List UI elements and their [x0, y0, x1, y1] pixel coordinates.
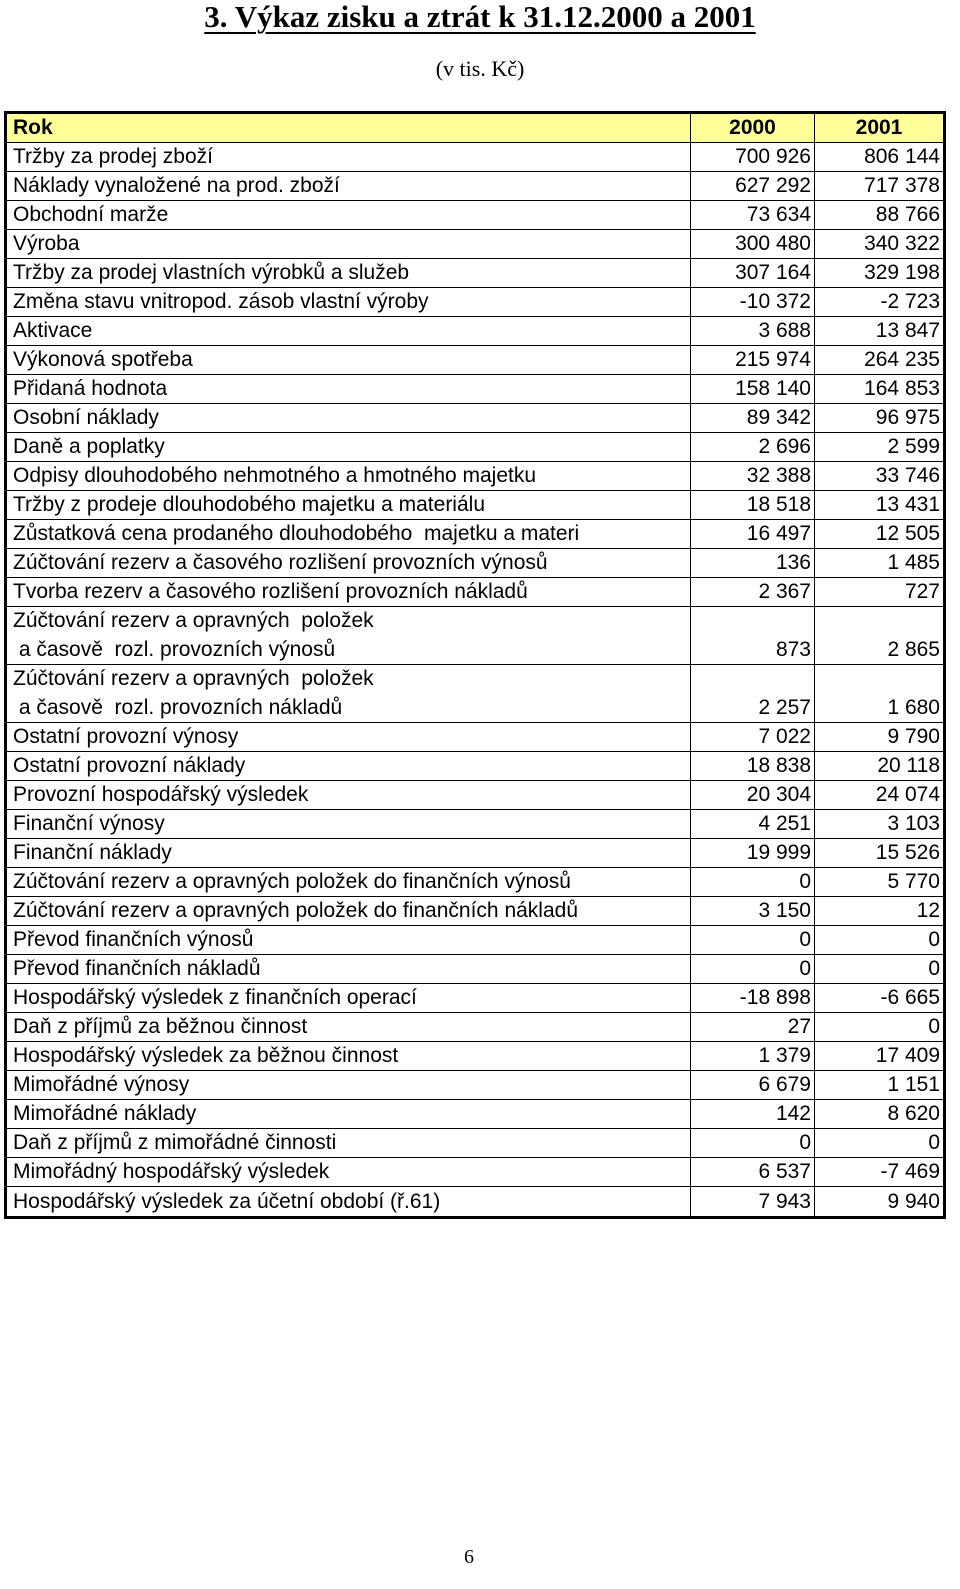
- row-label-line: Mimořádné výnosy: [13, 1073, 190, 1096]
- row-label: [7, 317, 690, 345]
- row-label: [7, 520, 690, 548]
- table-row: [7, 1129, 943, 1158]
- row-label-line: Tvorba rezerv a časového rozlišení provozních nákladů: [13, 580, 528, 603]
- row-label: [7, 868, 690, 896]
- value-2001: 15 526: [814, 839, 943, 867]
- value-2000: 142: [690, 1100, 814, 1128]
- value-2001: 1 485: [814, 549, 943, 577]
- table-row: [7, 317, 943, 346]
- value-2001: 13 431: [814, 491, 943, 519]
- table-row: [7, 926, 943, 955]
- table-row: [7, 781, 943, 810]
- value-2000: 73 634: [690, 201, 814, 229]
- value-2000: 0: [690, 926, 814, 954]
- row-label-line: Mimořádné náklady: [13, 1102, 197, 1125]
- value-2001: 96 975: [814, 404, 943, 432]
- value-2001: 1 680: [814, 665, 943, 722]
- value-2000: 16 497: [690, 520, 814, 548]
- row-label-line: Daň z příjmů za běžnou činnost: [13, 1015, 308, 1038]
- table-row: [7, 1187, 943, 1216]
- row-label: [7, 810, 690, 838]
- value-2001: 340 322: [814, 230, 943, 258]
- row-label: [7, 462, 690, 490]
- value-2001: 24 074: [814, 781, 943, 809]
- row-label: [7, 201, 690, 229]
- row-label-line: Výroba: [13, 232, 80, 255]
- value-2001: 0: [814, 1129, 943, 1157]
- table-row: [7, 288, 943, 317]
- row-label: [7, 172, 690, 200]
- row-label: [7, 230, 690, 258]
- row-label-line: Zúčtování rezerv a opravných položek: [13, 667, 374, 690]
- table-row: [7, 984, 943, 1013]
- row-label: [7, 897, 690, 925]
- value-2001: 33 746: [814, 462, 943, 490]
- row-label-line: Obchodní marže: [13, 203, 169, 226]
- row-label-line: Tržby za prodej vlastních výrobků a služeb: [13, 261, 410, 284]
- table-row: [7, 172, 943, 201]
- value-2000: 158 140: [690, 375, 814, 403]
- value-2001: 13 847: [814, 317, 943, 345]
- value-2000: -18 898: [690, 984, 814, 1012]
- value-2001: 717 378: [814, 172, 943, 200]
- table-row: [7, 462, 943, 491]
- row-label: [7, 1042, 690, 1070]
- row-label-line: Hospodářský výsledek za účetní období (ř.61): [13, 1190, 441, 1213]
- table-row: [7, 404, 943, 433]
- table-row: [7, 607, 943, 665]
- table-row: [7, 723, 943, 752]
- page-title: [0, 0, 960, 34]
- value-2000: 6 537: [690, 1158, 814, 1186]
- row-label: [7, 955, 690, 983]
- row-label: [7, 1129, 690, 1157]
- value-2001: 12: [814, 897, 943, 925]
- value-2001: 20 118: [814, 752, 943, 780]
- row-label: [7, 375, 690, 403]
- row-label-line: Finanční náklady: [13, 841, 172, 864]
- value-2001: 2 599: [814, 433, 943, 461]
- table-row: [7, 1071, 943, 1100]
- value-2000: 627 292: [690, 172, 814, 200]
- row-label-line: Hospodářský výsledek za běžnou činnost: [13, 1044, 399, 1067]
- header-label: Rok: [13, 116, 53, 139]
- row-label: [7, 404, 690, 432]
- row-label: [7, 288, 690, 316]
- table-row: [7, 1013, 943, 1042]
- table-row: [7, 578, 943, 607]
- row-label-line: a časově rozl. provozních nákladů: [13, 696, 343, 719]
- value-2000: 700 926: [690, 143, 814, 171]
- row-label: [7, 433, 690, 461]
- value-2001: 12 505: [814, 520, 943, 548]
- value-2000: 0: [690, 955, 814, 983]
- row-label-line: Zúčtování rezerv a opravných položek do finančních nákladů: [13, 899, 579, 922]
- value-2001: 264 235: [814, 346, 943, 374]
- row-label-line: Hospodářský výsledek z finančních operací: [13, 986, 417, 1009]
- table-row: [7, 810, 943, 839]
- table-row: [7, 665, 943, 723]
- row-label: [7, 1071, 690, 1099]
- row-label-line: Aktivace: [13, 319, 93, 342]
- row-label-line: Přidaná hodnota: [13, 377, 168, 400]
- value-2000: 0: [690, 1129, 814, 1157]
- table-row: [7, 520, 943, 549]
- page-number: 6: [464, 1546, 474, 1568]
- row-label: [7, 1158, 690, 1186]
- table-row: [7, 955, 943, 984]
- table-row: [7, 868, 943, 897]
- row-label-line: Výkonová spotřeba: [13, 348, 193, 371]
- row-label: [7, 346, 690, 374]
- table-header-row: [7, 114, 943, 143]
- row-label: [7, 578, 690, 606]
- row-label: [7, 549, 690, 577]
- value-2001: -7 469: [814, 1158, 943, 1186]
- row-label: [7, 926, 690, 954]
- row-label: [7, 1100, 690, 1128]
- value-2000: -10 372: [690, 288, 814, 316]
- row-label-line: Ostatní provozní náklady: [13, 754, 246, 777]
- value-2000: 2 257: [690, 665, 814, 722]
- table-row: [7, 752, 943, 781]
- value-2000: 136: [690, 549, 814, 577]
- value-2000: 4 251: [690, 810, 814, 838]
- value-2001: 8 620: [814, 1100, 943, 1128]
- value-2000: 7 943: [690, 1187, 814, 1216]
- row-label-line: Odpisy dlouhodobého nehmotného a hmotného majetku: [13, 464, 537, 487]
- row-label: [7, 259, 690, 287]
- row-label: [7, 1013, 690, 1041]
- header-year-2001: 2001: [814, 114, 943, 142]
- value-2000: 18 838: [690, 752, 814, 780]
- value-2000: 3 688: [690, 317, 814, 345]
- value-2000: 300 480: [690, 230, 814, 258]
- value-2001: 2 865: [814, 607, 943, 664]
- table-row: [7, 375, 943, 404]
- row-label-line: Ostatní provozní výnosy: [13, 725, 239, 748]
- row-label: [7, 491, 690, 519]
- value-2001: 727: [814, 578, 943, 606]
- value-2000: 27: [690, 1013, 814, 1041]
- value-2000: 32 388: [690, 462, 814, 490]
- value-2001: 9 940: [814, 1187, 943, 1216]
- row-label-line: Mimořádný hospodářský výsledek: [13, 1160, 330, 1183]
- value-2001: 806 144: [814, 143, 943, 171]
- page-title-text: 3. Výkaz zisku a ztrát k 31.12.2000 a 2001: [204, 0, 756, 34]
- value-2000: 89 342: [690, 404, 814, 432]
- value-2001: 17 409: [814, 1042, 943, 1070]
- table-row: [7, 549, 943, 578]
- value-2000: 20 304: [690, 781, 814, 809]
- row-label-line: Náklady vynaložené na prod. zboží: [13, 174, 340, 197]
- value-2000: 0: [690, 868, 814, 896]
- value-2001: 88 766: [814, 201, 943, 229]
- row-label: [7, 839, 690, 867]
- row-label-line: Osobní náklady: [13, 406, 159, 429]
- value-2001: -6 665: [814, 984, 943, 1012]
- table-row: [7, 346, 943, 375]
- value-2000: 1 379: [690, 1042, 814, 1070]
- value-2001: 0: [814, 1013, 943, 1041]
- row-label-line: Tržby z prodeje dlouhodobého majetku a materiálu: [13, 493, 485, 516]
- value-2001: 5 770: [814, 868, 943, 896]
- row-label: [7, 723, 690, 751]
- row-label-line: Zůstatková cena prodaného dlouhodobého majetku a materi: [13, 522, 580, 545]
- table-row: [7, 1158, 943, 1187]
- row-label: [7, 781, 690, 809]
- value-2001: -2 723: [814, 288, 943, 316]
- row-label-line: Provozní hospodářský výsledek: [13, 783, 309, 806]
- value-2000: 3 150: [690, 897, 814, 925]
- row-label-line: Zúčtování rezerv a opravných položek: [13, 609, 374, 632]
- row-label-line: Daně a poplatky: [13, 435, 165, 458]
- value-2000: 2 696: [690, 433, 814, 461]
- row-label-line: a časově rozl. provozních výnosů: [13, 638, 336, 661]
- row-label: [7, 752, 690, 780]
- table-row: [7, 1042, 943, 1071]
- value-2001: 9 790: [814, 723, 943, 751]
- row-label: [7, 984, 690, 1012]
- table-row: [7, 230, 943, 259]
- row-label: [7, 665, 690, 722]
- table-row: [7, 897, 943, 926]
- value-2000: 2 367: [690, 578, 814, 606]
- value-2001: 3 103: [814, 810, 943, 838]
- value-2000: 7 022: [690, 723, 814, 751]
- value-2000: 873: [690, 607, 814, 664]
- value-2001: 0: [814, 955, 943, 983]
- value-2001: 329 198: [814, 259, 943, 287]
- row-label-line: Převod finančních výnosů: [13, 928, 254, 951]
- value-2000: 19 999: [690, 839, 814, 867]
- table-row: [7, 1100, 943, 1129]
- units-note: (v tis. Kč): [435, 56, 525, 81]
- value-2000: 18 518: [690, 491, 814, 519]
- row-label-line: Změna stavu vnitropod. zásob vlastní výroby: [13, 290, 429, 313]
- table-row: [7, 433, 943, 462]
- header-year-2000: 2000: [690, 114, 814, 142]
- row-label-line: Tržby za prodej zboží: [13, 145, 213, 168]
- row-label: [7, 607, 690, 664]
- table-row: [7, 839, 943, 868]
- row-label-line: Zúčtování rezerv a časového rozlišení provozních výnosů: [13, 551, 548, 574]
- value-2000: 307 164: [690, 259, 814, 287]
- table-row: [7, 259, 943, 288]
- row-label: [7, 143, 690, 171]
- income-statement-table: [4, 111, 946, 1219]
- table-row: [7, 491, 943, 520]
- row-label-line: Finanční výnosy: [13, 812, 165, 835]
- table-row: [7, 143, 943, 172]
- value-2000: 6 679: [690, 1071, 814, 1099]
- table-row: [7, 201, 943, 230]
- value-2001: 1 151: [814, 1071, 943, 1099]
- row-label-line: Daň z příjmů z mimořádné činnosti: [13, 1131, 337, 1154]
- row-label-line: Převod finančních nákladů: [13, 957, 261, 980]
- value-2000: 215 974: [690, 346, 814, 374]
- row-label-line: Zúčtování rezerv a opravných položek do finančních výnosů: [13, 870, 571, 893]
- value-2001: 0: [814, 926, 943, 954]
- row-label: [7, 1187, 690, 1216]
- value-2001: 164 853: [814, 375, 943, 403]
